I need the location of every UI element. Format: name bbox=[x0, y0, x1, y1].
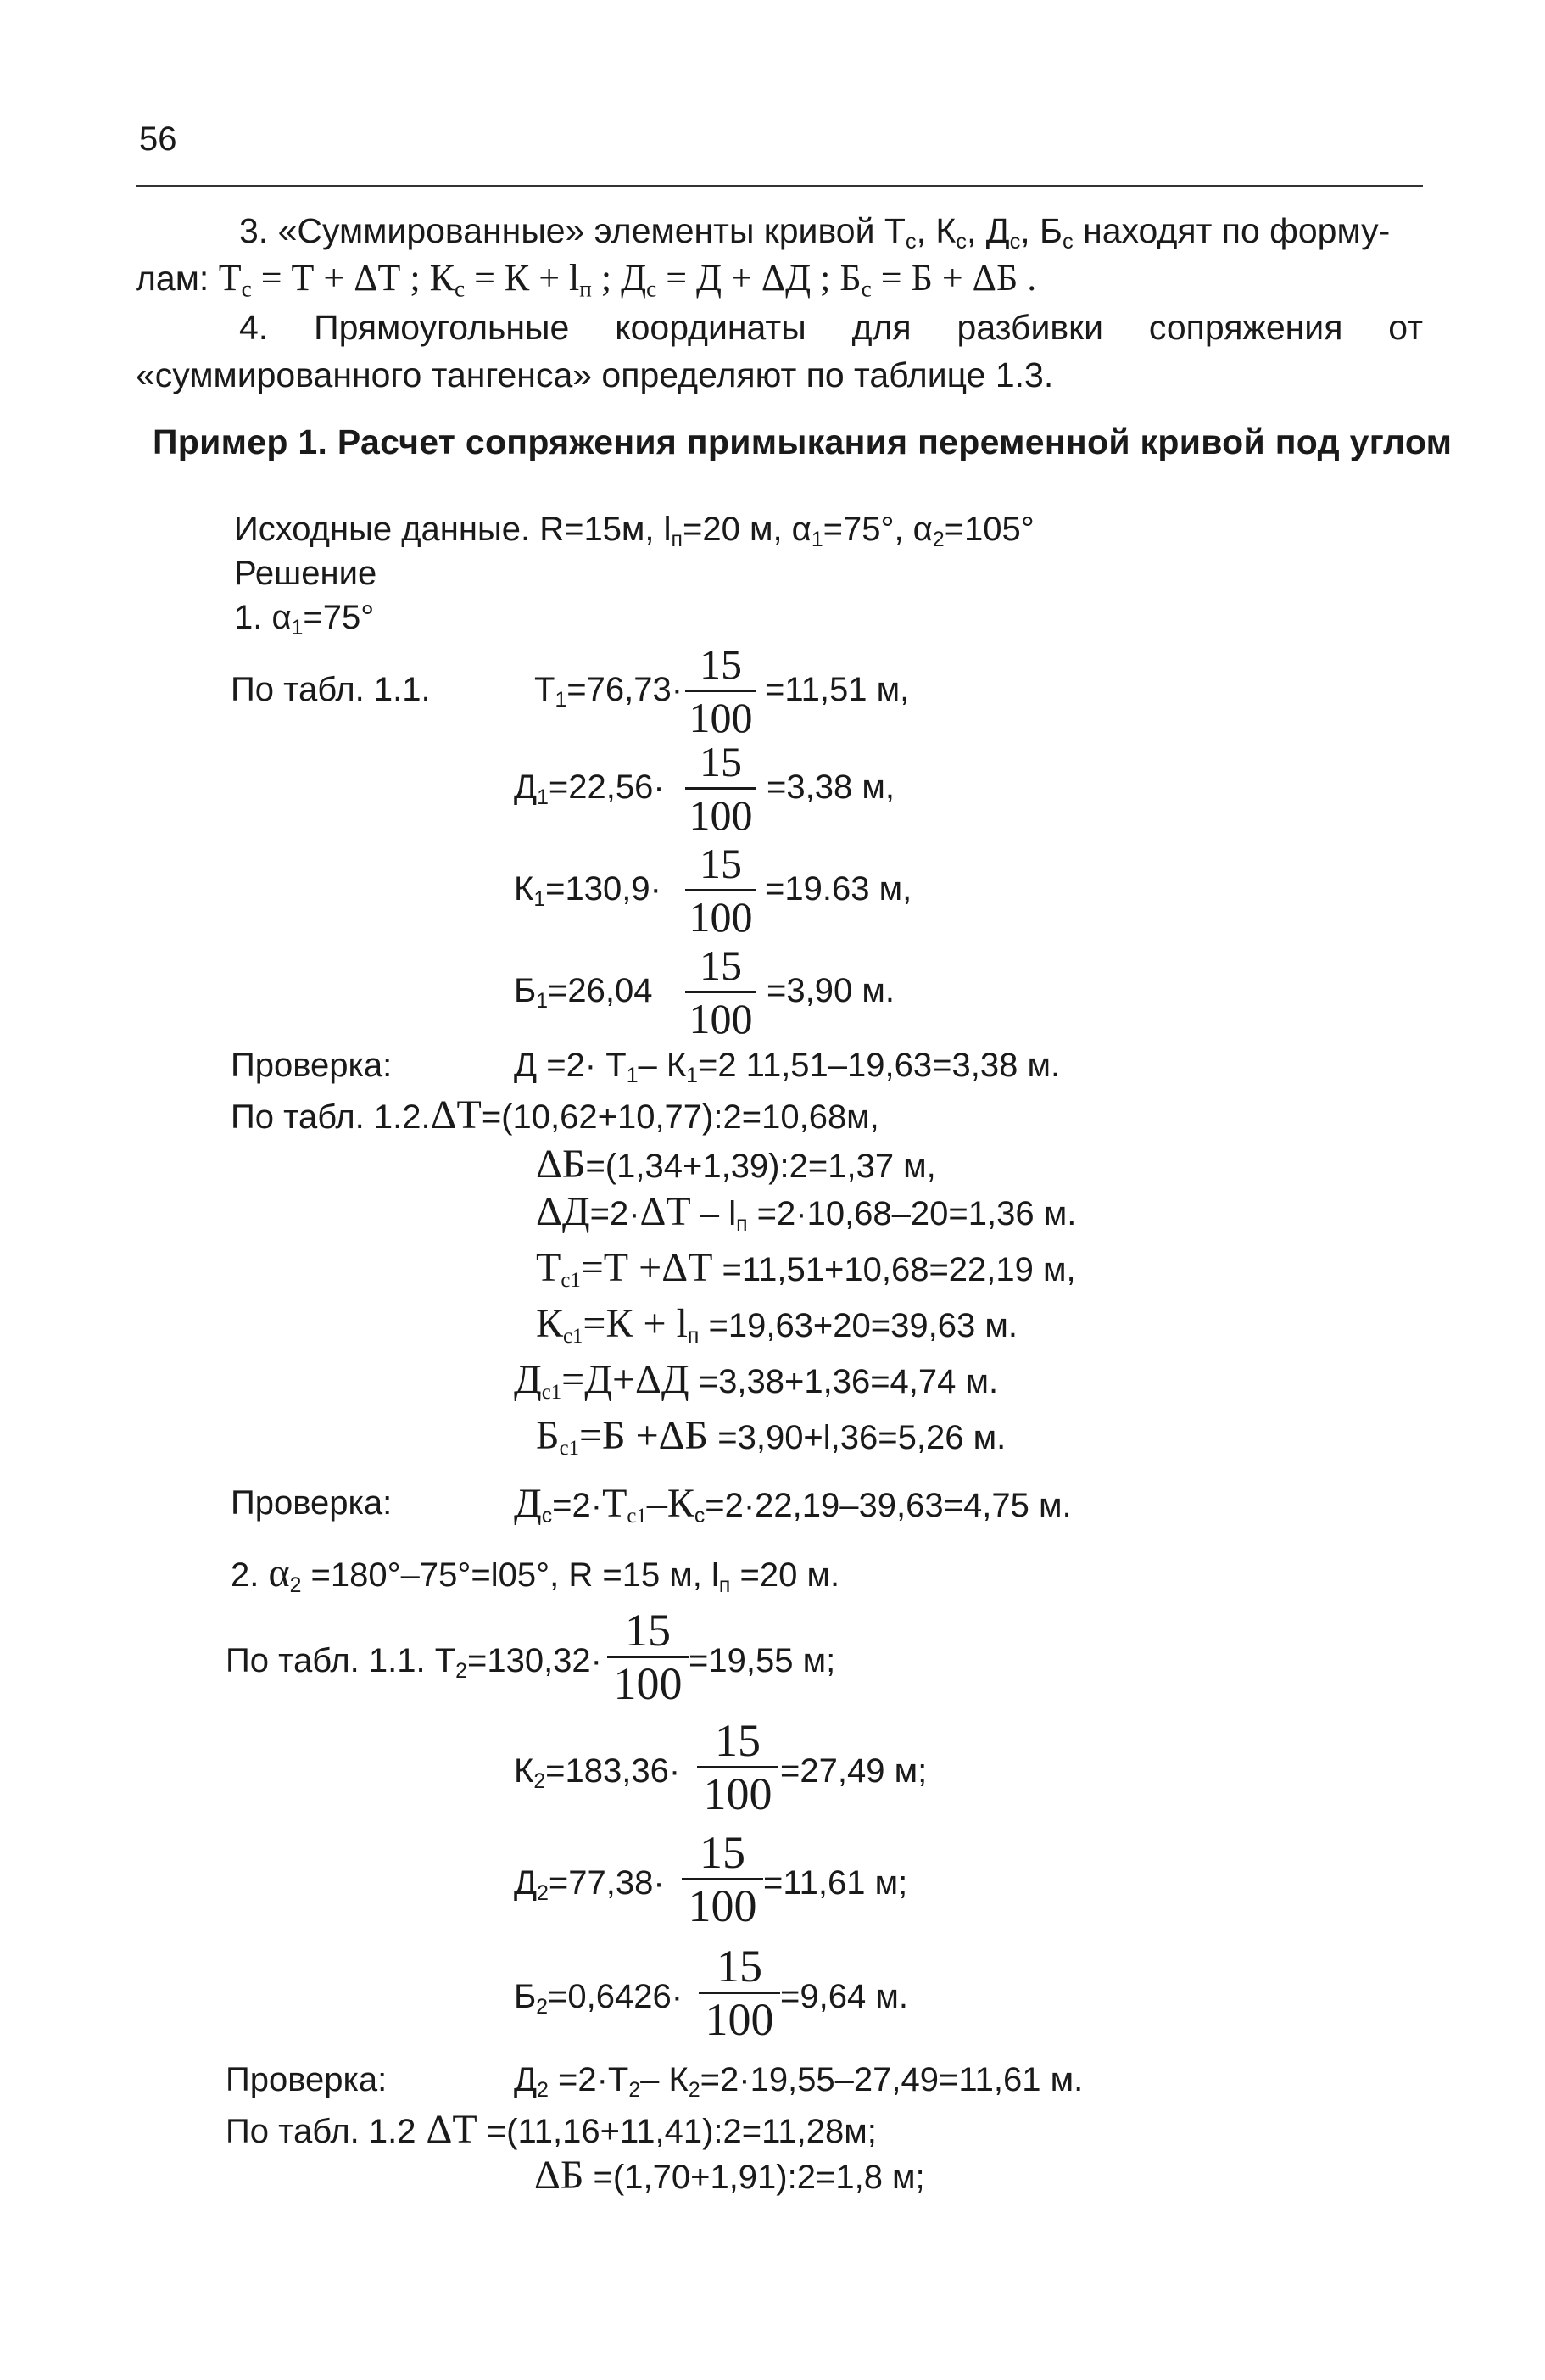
check-1-label: Проверка: bbox=[231, 1047, 393, 1084]
delta-b-equation: ΔБ=(1,34+1,39):2=1,37 м, bbox=[536, 1142, 936, 1187]
k1-fraction: 15 100 bbox=[685, 840, 756, 941]
by-table-1-2-label: По табл. 1.2.ΔТ=(10,62+10,77):2=10,68м, bbox=[231, 1092, 879, 1137]
d1-equation: $Д_1=22,56\cdot$ bbox=[514, 768, 665, 809]
check-3-label: Проверка: bbox=[226, 2061, 388, 2098]
step-2: 2. $\alpha_2 =180^\circ-75^\circ=l05^\circ$, R =15 м, $l_п =20$ м. bbox=[231, 1550, 840, 1597]
b1-result: =3,90 м. bbox=[767, 972, 895, 1009]
d1-result: =3,38 м, bbox=[767, 768, 895, 806]
tc-equation: $Т_{c1}=Т +\Delta Т =11,51+10,68=22,19$ м, bbox=[536, 1245, 1076, 1292]
t1-fraction: 15 100 bbox=[685, 640, 756, 741]
check-2-equation: $Д_c=2\cdot Т_{c1}-К_c=2\cdot 22,19-39,63=4,75$ м. bbox=[514, 1481, 1072, 1528]
t2-fraction: 15 100 bbox=[607, 1606, 689, 1707]
paragraph-4: 4. Прямоугольные координаты для разбивки сопряжения от «суммированного тангенса» определяют по таблице 1.3. bbox=[136, 308, 1423, 394]
d2-fraction: 15 100 bbox=[682, 1829, 763, 1930]
k1-result: =19.63 м, bbox=[765, 870, 912, 908]
b2-fraction: 15 100 bbox=[699, 1942, 780, 2043]
b2-equation: $Б_2=0,6426\cdot$ bbox=[514, 1978, 683, 2019]
b2-result: =9,64 м. bbox=[780, 1978, 908, 2015]
db2-equation: ΔБ =(1,70+1,91):2=1,8 м; bbox=[534, 2153, 925, 2198]
k2-result: =27,49 м; bbox=[780, 1752, 928, 1790]
by-table-1-1-label: По табл. 1.1. bbox=[231, 671, 431, 708]
paragraph-3-formula-line: лам: $Т_с = Т + \Delta Т$ ; $К_с = К + l_п$ ; $Д_с = Д + \Delta Д$ ; $Б_с = Б + \Delta Б$ . bbox=[136, 257, 1037, 302]
dt2-equation: По табл. 1.2 ΔТ =(11,16+11,41):2=11,28м; bbox=[226, 2107, 877, 2152]
t1-result: =11,51 м, bbox=[765, 671, 910, 708]
solution-label: Решение bbox=[234, 555, 377, 592]
example-heading: Пример 1. Расчет сопряжения примыкания переменной кривой под углом bbox=[153, 422, 1453, 461]
t1-equation: $Т_1=76,73\cdot$ bbox=[534, 671, 683, 712]
delta-d-equation: $\Delta Д=2\cdot\Delta Т - l_п =2\cdot 10,68-20=1,36$ м. bbox=[536, 1189, 1077, 1236]
page-number: 56 bbox=[139, 120, 177, 158]
kc-equation: $К_{c1}=К + l_п =19,63+20=39,63$ м. bbox=[536, 1301, 1018, 1348]
t2-equation: По табл. 1.1. $Т_2=130,32\cdot$ bbox=[226, 1642, 602, 1683]
d2-equation: $Д_2=77,38\cdot$ bbox=[514, 1864, 665, 1905]
k2-equation: $К_2=183,36\cdot$ bbox=[514, 1752, 681, 1793]
check-1-equation: $Д =2\cdot Т_1-$ $К_1=2$ 11,51–19,63=3,38 м. bbox=[514, 1047, 1061, 1087]
d2-result: =11,61 м; bbox=[763, 1864, 908, 1902]
check-2-label: Проверка: bbox=[231, 1484, 393, 1522]
k1-equation: $К_1=130,9\cdot$ bbox=[514, 870, 661, 911]
paragraph-3: 3. «Суммированные» элементы кривой $Т_с$, $К_с$, $Д_с$, $Б_с$ находят по форму- bbox=[239, 211, 1391, 254]
initial-data: Исходные данные. R=15м, $l_п=20$ м, $\alpha_1=75^\circ$, $\alpha_2=105^\circ$ bbox=[234, 511, 1035, 551]
check-3-equation: $Д_2 =2\cdot Т_2-$ $К_2=2\cdot 19,55-27,49=11,61$ м. bbox=[514, 2061, 1084, 2102]
step-1: 1. $\alpha_1=75^\circ$ bbox=[234, 599, 375, 640]
t2-result: =19,55 м; bbox=[689, 1642, 836, 1679]
k2-fraction: 15 100 bbox=[697, 1717, 778, 1818]
d1-fraction: 15 100 bbox=[685, 738, 756, 839]
dc-equation: $Д_{c1}=Д+\Delta Д =3,38+1,36=4,74$ м. bbox=[514, 1357, 999, 1404]
b1-equation: $Б_1=26,04$ bbox=[514, 972, 653, 1013]
b1-fraction: 15 100 bbox=[685, 941, 756, 1042]
bc-equation: $Б_{c1}=Б +\Delta Б =3,90+l,36=5,26$ м. bbox=[536, 1413, 1007, 1460]
sum-formula: $Т_с = Т + \Delta Т$ ; $К_с = К + l_п$ ; $Д_с = Д + \Delta Д$ ; $Б_с = Б + \Delta Б$ . bbox=[218, 257, 1037, 302]
header-rule bbox=[136, 185, 1423, 187]
